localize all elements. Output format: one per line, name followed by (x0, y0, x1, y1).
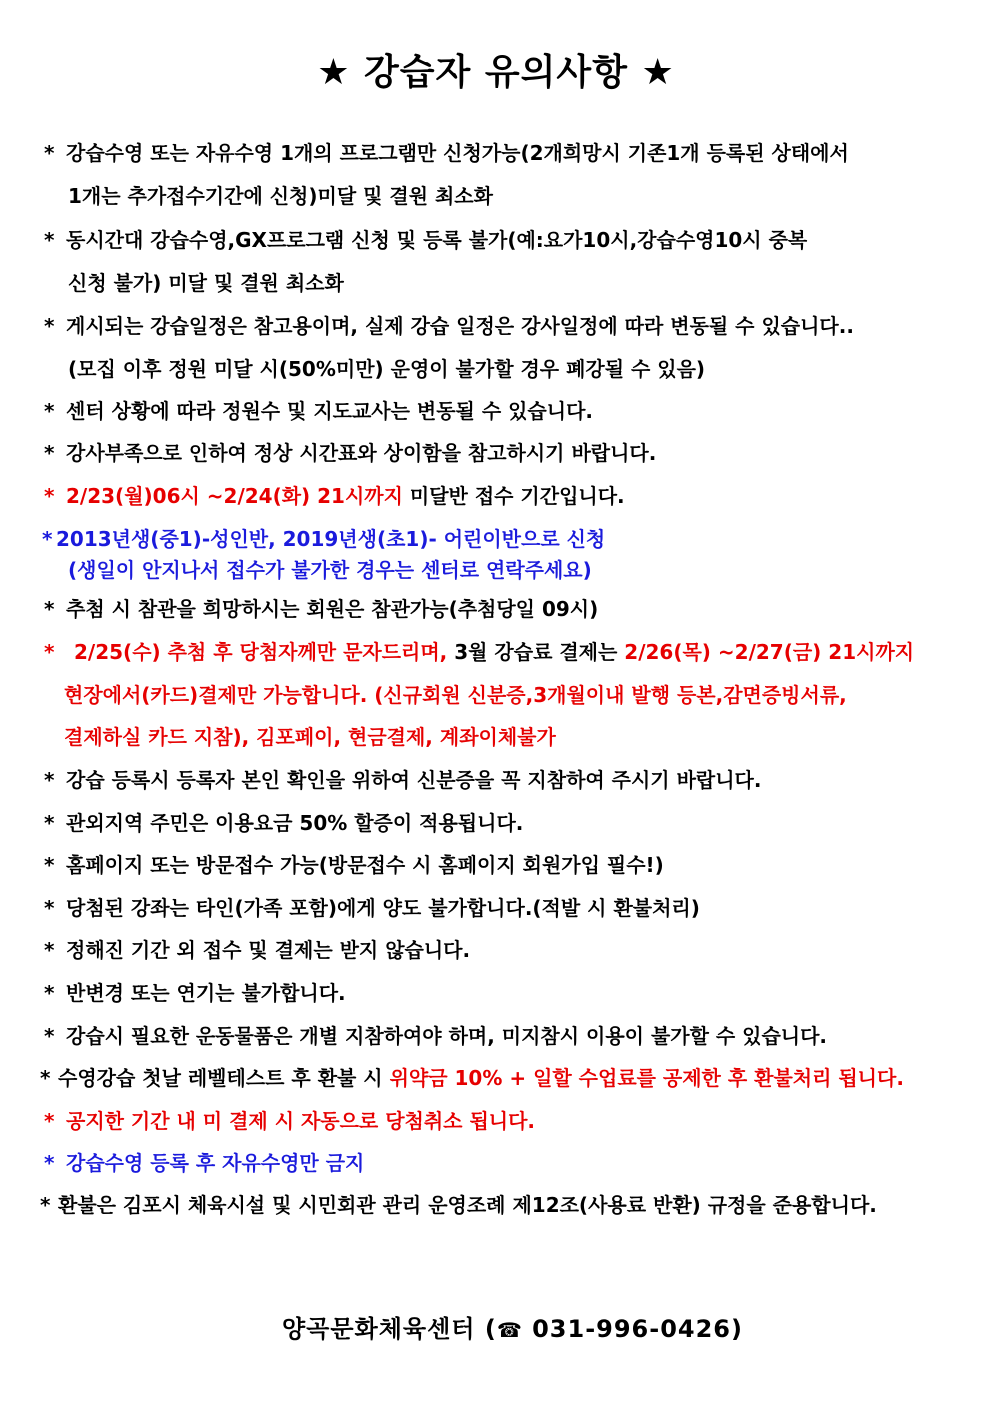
notice-text: 동시간대 강습수영,GX프로그램 신청 및 등록 불가(예:요가10시,강습수영10시 중복 (66, 228, 808, 252)
penalty-highlight: 위약금 10% + 일할 수업료를 공제한 후 환불처리 됩니다. (389, 1066, 904, 1090)
notice-text: 공지한 기간 내 미 결제 시 자동으로 당첨취소 됩니다. (66, 1109, 536, 1133)
contact-footer (282, 1312, 743, 1347)
notice-item-6-line-1 (42, 524, 605, 554)
bullet-icon: * (44, 981, 55, 1005)
notice-text: 반변경 또는 연기는 불가합니다. (66, 981, 346, 1005)
notice-text: 환불은 김포시 체육시설 및 시민회관 관리 운영조례 제12조(사용료 반환) 규정을 준용합니다. (58, 1193, 877, 1217)
bullet-icon: * (44, 768, 55, 792)
center-name: 양곡문화체육센터 (282, 1315, 476, 1343)
notice-item-1-line-1 (44, 225, 807, 255)
bullet-icon: * (44, 441, 55, 465)
notice-text: 강습수영 등록 후 자유수영만 금지 (66, 1151, 365, 1175)
notice-text: 게시되는 강습일정은 참고용이며, 실제 강습 일정은 강사일정에 따라 변동될 수 있습니다.. (66, 314, 854, 338)
notice-text: 현장에서(카드)결제만 가능합니다. (신규회원 신분증,3개월이내 발행 등본,감면증빙서류, (64, 683, 847, 707)
notice-text: 신청 불가) 미달 및 결원 최소화 (68, 271, 344, 295)
notice-item-8-line-2 (44, 680, 847, 710)
notice-item-17 (44, 1106, 535, 1136)
open-paren: ( (484, 1315, 497, 1343)
notice-item-4 (44, 438, 656, 468)
notice-item-9 (44, 765, 761, 795)
notice-item-0-line-1 (44, 138, 849, 168)
notice-text: 수영강습 첫날 레벨테스트 후 환불 시 (58, 1066, 383, 1090)
notice-text: 홈페이지 또는 방문접수 가능(방문접수 시 홈페이지 회원가입 필수!) (66, 853, 664, 877)
bullet-icon: * (44, 1151, 55, 1175)
notice-text: (생일이 안지나서 접수가 불가한 경우는 센터로 연락주세요) (68, 558, 592, 582)
notice-item-12 (44, 893, 700, 923)
period-highlight: 2/23(월)06시 ~2/24(화) 21시까지 (66, 484, 403, 508)
bullet-icon: * (40, 1066, 51, 1090)
notice-item-10 (44, 808, 523, 838)
bullet-icon: * (42, 527, 53, 551)
notice-text: 3월 강습료 결제는 (454, 640, 618, 664)
notice-item-19 (40, 1190, 877, 1220)
notice-item-6-line-2 (44, 555, 592, 585)
notice-item-2-line-2 (44, 354, 705, 384)
notice-text: 당첨된 강좌는 타인(가족 포함)에게 양도 불가합니다.(적발 시 환불처리) (66, 896, 700, 920)
notice-item-3 (44, 396, 593, 426)
notice-item-15 (44, 1021, 827, 1051)
notice-item-7 (44, 594, 598, 624)
bullet-icon: * (44, 597, 55, 621)
bullet-icon: * (44, 228, 55, 252)
notice-item-5 (44, 481, 625, 511)
notice-item-1-line-2 (44, 268, 344, 298)
notice-text: 정해진 기간 외 접수 및 결제는 받지 않습니다. (66, 938, 471, 962)
notice-item-11 (44, 850, 664, 880)
notice-text: 추첨 시 참관을 희망하시는 회원은 참관가능(추첨당일 09시) (66, 597, 599, 621)
notice-text: 1개는 추가접수기간에 신청)미달 및 결원 최소화 (68, 184, 493, 208)
payment-period-highlight: 2/26(목) ~2/27(금) 21시까지 (624, 640, 915, 664)
bullet-icon: * (44, 938, 55, 962)
notice-item-14 (44, 978, 346, 1008)
notice-text: 미달반 접수 기간입니다. (409, 484, 625, 508)
bullet-icon: * (44, 811, 55, 835)
notice-item-0-line-2 (44, 181, 493, 211)
notice-text: 강사부족으로 인하여 정상 시간표와 상이함을 참고하시기 바랍니다. (66, 441, 657, 465)
phone-number: 031-996-0426) (532, 1315, 743, 1343)
notice-item-18 (44, 1148, 364, 1178)
bullet-icon: * (44, 484, 55, 508)
notice-text: 관외지역 주민은 이용요금 50% 할증이 적용됩니다. (66, 811, 524, 835)
bullet-icon: * (44, 399, 55, 423)
bullet-icon: * (44, 314, 55, 338)
notice-item-8-line-3 (44, 722, 556, 752)
page-title: ★ 강습자 유의사항 ★ (317, 52, 675, 93)
bullet-icon: * (44, 896, 55, 920)
notice-text: 강습 등록시 등록자 본인 확인을 위하여 신분증을 꼭 지참하여 주시기 바랍니다. (66, 768, 762, 792)
notice-text: (모집 이후 정원 미달 시(50%미만) 운영이 불가할 경우 폐강될 수 있음) (68, 357, 706, 381)
notice-item-13 (44, 935, 470, 965)
bullet-icon: * (44, 640, 55, 664)
notice-item-16 (40, 1063, 904, 1093)
notice-text: 센터 상황에 따라 정원수 및 지도교사는 변동될 수 있습니다. (66, 399, 593, 423)
phone-icon: ☎ (496, 1318, 523, 1342)
notice-text: 강습시 필요한 운동물품은 개별 지참하여야 하며, 미지참시 이용이 불가할 수 있습니다. (66, 1024, 828, 1048)
bullet-icon: * (44, 853, 55, 877)
notice-text: 강습수영 또는 자유수영 1개의 프로그램만 신청가능(2개희망시 기존1개 등록된 상태에서 (66, 141, 849, 165)
notice-item-8-line-1 (44, 637, 914, 667)
bullet-icon: * (44, 141, 55, 165)
bullet-icon: * (44, 1024, 55, 1048)
notice-text: 2013년생(중1)-성인반, 2019년생(초1)- 어린이반으로 신청 (56, 527, 606, 551)
bullet-icon: * (44, 1109, 55, 1133)
bullet-icon: * (40, 1193, 51, 1217)
lottery-highlight: 2/25(수) 추첨 후 당첨자께만 문자드리며, (74, 640, 448, 664)
notice-item-2-line-1 (44, 311, 854, 341)
notice-text: 결제하실 카드 지참), 김포페이, 현금결제, 계좌이체불가 (64, 725, 556, 749)
